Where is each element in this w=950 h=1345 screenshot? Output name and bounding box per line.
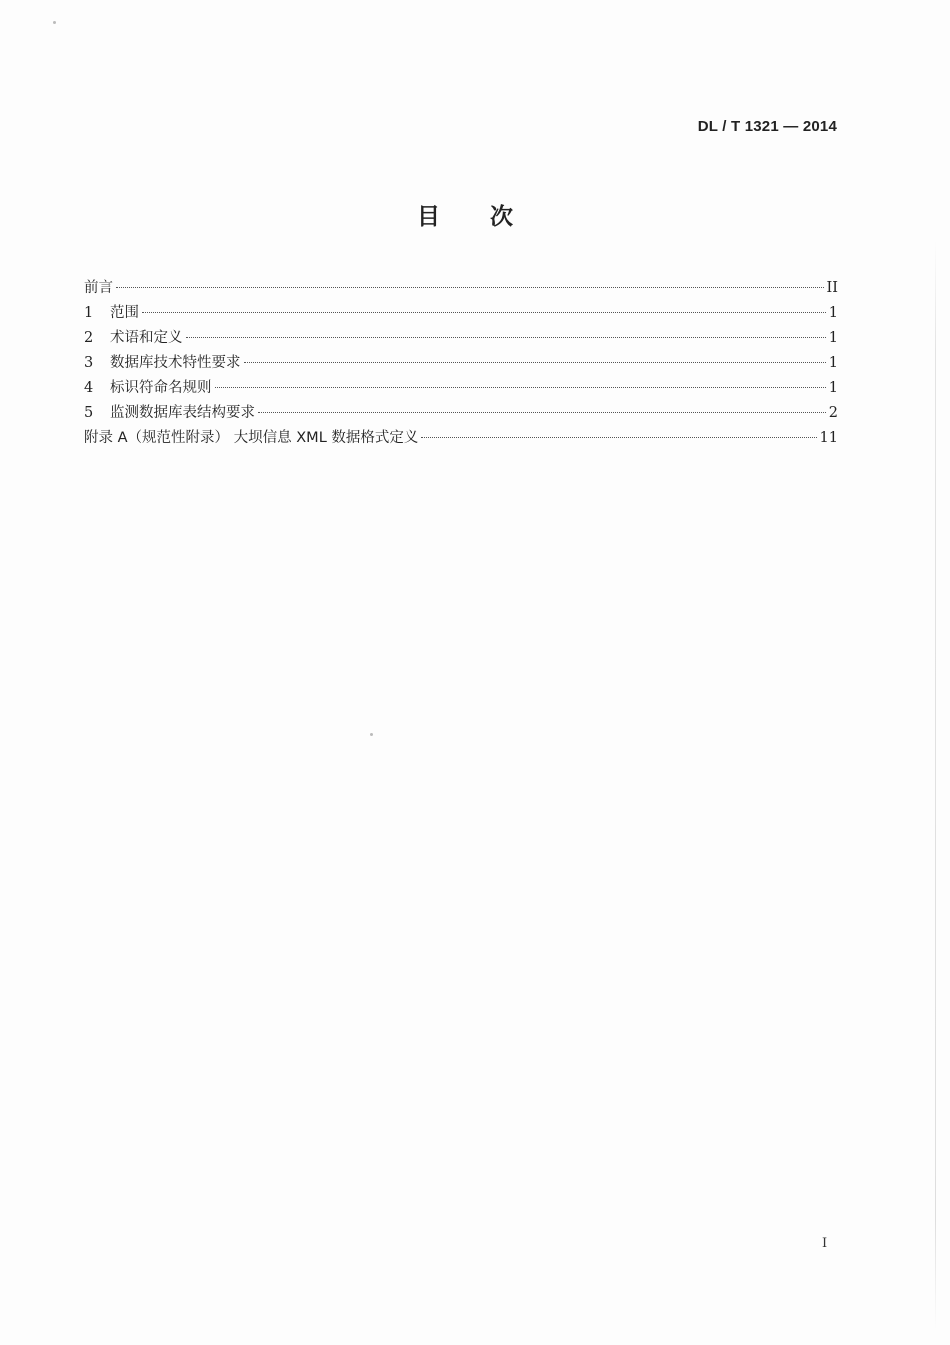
page-number: I xyxy=(822,1236,828,1251)
toc-leader-dots xyxy=(186,337,826,338)
toc-entry-page: 2 xyxy=(828,405,838,421)
toc-entry-label: 监测数据库表结构要求 xyxy=(110,405,255,421)
toc-entry[interactable] xyxy=(84,276,838,301)
toc-entry-label: 附录 A（规范性附录） 大坝信息 XML 数据格式定义 xyxy=(84,430,419,446)
toc-entry-page: 1 xyxy=(828,380,838,396)
toc-entry-number: 4 xyxy=(84,380,94,396)
scan-speck xyxy=(53,21,56,24)
toc-title xyxy=(0,198,930,231)
toc-leader-dots xyxy=(215,387,826,388)
table-of-contents xyxy=(84,276,838,451)
toc-entry-page: II xyxy=(826,280,838,296)
toc-entry-label: 范围 xyxy=(110,305,139,321)
toc-leader-dots xyxy=(421,437,816,438)
scan-speck xyxy=(370,733,373,736)
toc-entry-number: 1 xyxy=(84,305,94,321)
toc-entry-label: 前言 xyxy=(84,280,113,296)
toc-entry[interactable] xyxy=(84,376,838,401)
toc-entry-page: 1 xyxy=(828,305,838,321)
toc-entry-number: 3 xyxy=(84,355,94,371)
toc-entry[interactable] xyxy=(84,426,838,451)
toc-entry[interactable] xyxy=(84,326,838,351)
toc-title-char-1: 目 xyxy=(417,204,440,230)
toc-entry[interactable] xyxy=(84,301,838,326)
standard-code: DL / T 1321 — 2014 xyxy=(697,118,837,135)
toc-leader-dots xyxy=(116,287,824,288)
toc-entry[interactable] xyxy=(84,351,838,376)
toc-leader-dots xyxy=(258,412,826,413)
toc-entry-label: 数据库技术特性要求 xyxy=(110,355,241,371)
toc-leader-dots xyxy=(142,312,826,313)
toc-entry-label: 术语和定义 xyxy=(110,330,183,346)
toc-entry-page: 1 xyxy=(828,355,838,371)
toc-entry-page: 11 xyxy=(819,430,838,446)
toc-entry-page: 1 xyxy=(828,330,838,346)
toc-title-char-2: 次 xyxy=(490,204,513,230)
toc-entry-label: 标识符命名规则 xyxy=(110,380,212,396)
toc-entry-number: 5 xyxy=(84,405,94,421)
toc-entry-number: 2 xyxy=(84,330,94,346)
scan-edge-shadow xyxy=(935,240,936,1330)
toc-entry[interactable] xyxy=(84,401,838,426)
toc-leader-dots xyxy=(244,362,826,363)
